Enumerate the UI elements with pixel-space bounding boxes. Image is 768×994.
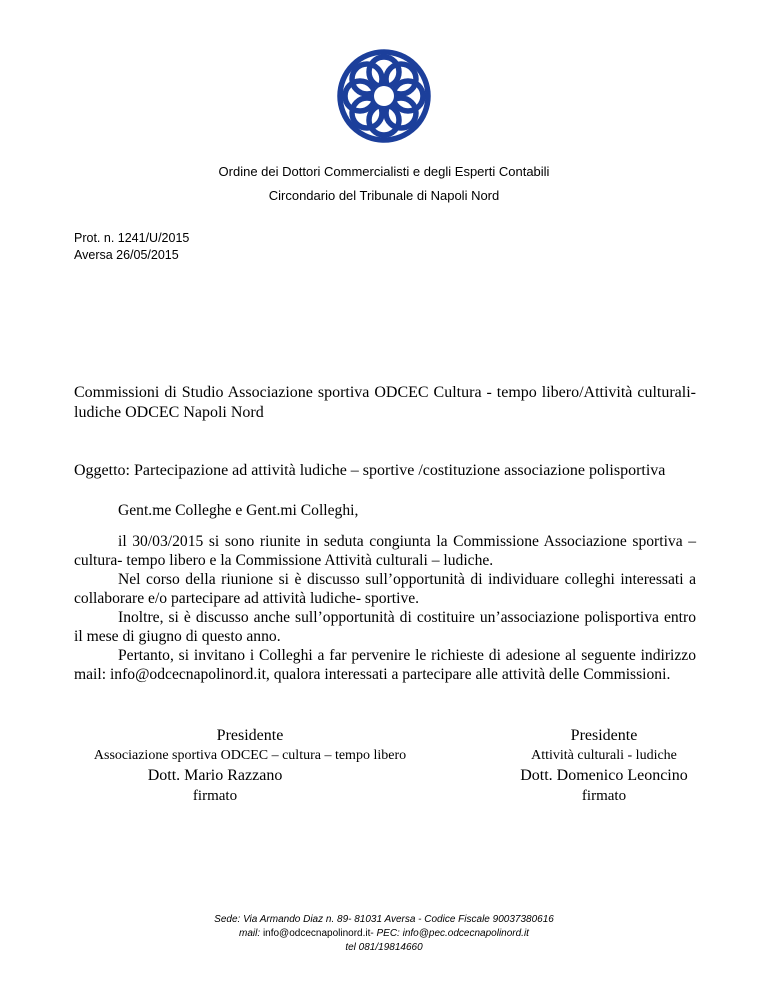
signature-right-commission: Attività culturali - ludiche bbox=[531, 748, 677, 763]
header-line-1: Ordine dei Dottori Commercialisti e degli Esperti Contabili bbox=[218, 164, 550, 179]
footer-pec[interactable]: PEC: info@pec.odcecnapolinord.it bbox=[376, 928, 529, 939]
salutation: Gent.me Colleghe e Gent.mi Colleghi, bbox=[118, 502, 359, 519]
signature-right-name: Dott. Domenico Leoncino bbox=[520, 767, 688, 784]
footer-address: Sede: Via Armando Diaz n. 89- 81031 Aversa - Codice Fiscale 90037380616 bbox=[214, 914, 554, 925]
footer-contacts bbox=[0, 927, 768, 940]
protocol-number: Prot. n. 1241/U/2015 bbox=[74, 231, 190, 245]
paragraph-3: Inoltre, si è discusso anche sull’opportunità di costituire un’associazione polisportiva entro il mese di giugno di questo anno. bbox=[74, 609, 696, 645]
footer-mail[interactable]: info@odcecnapolinord.it- bbox=[262, 928, 374, 939]
footer-tel: tel 081/19814660 bbox=[345, 942, 423, 953]
odcec-logo bbox=[334, 46, 434, 146]
signature-left-status: firmato bbox=[192, 788, 238, 804]
subject: Oggetto: Partecipazione ad attività ludiche – sportive /costituzione associazione polisportiva bbox=[74, 462, 666, 479]
place-date: Aversa 26/05/2015 bbox=[74, 248, 179, 262]
header-line-2: Circondario del Tribunale di Napoli Nord bbox=[268, 188, 500, 203]
paragraph-1: il 30/03/2015 si sono riunite in seduta congiunta la Commissione Associazione sportiva – cultura- tempo libero e la Commissione Attività culturali – ludiche. bbox=[74, 533, 696, 569]
signature-left-role: Presidente bbox=[216, 727, 284, 744]
signature-left-name: Dott. Mario Razzano bbox=[147, 767, 283, 784]
signature-right bbox=[484, 725, 724, 806]
signature-left bbox=[64, 725, 436, 806]
signature-right-status: firmato bbox=[581, 788, 627, 804]
signature-left-commission: Associazione sportiva ODCEC – cultura – tempo libero bbox=[93, 748, 407, 763]
paragraph-4: Pertanto, si invitano i Colleghi a far pervenire le richieste di adesione al seguente indirizzo mail: info@odcecnapolinord.it, qualora interessati a partecipare alle attività delle Commissioni. bbox=[74, 647, 696, 683]
footer-mail-label: mail: bbox=[239, 928, 261, 939]
paragraph-2: Nel corso della riunione si è discusso sull’opportunità di individuare colleghi interessati a collaborare e/o partecipare ad attività ludiche- sportive. bbox=[74, 571, 696, 607]
recipient: Commissioni di Studio Associazione sportiva ODCEC Cultura - tempo libero/Attività culturali-ludiche ODCEC Napoli Nord bbox=[74, 384, 696, 421]
signature-right-role: Presidente bbox=[570, 727, 638, 744]
